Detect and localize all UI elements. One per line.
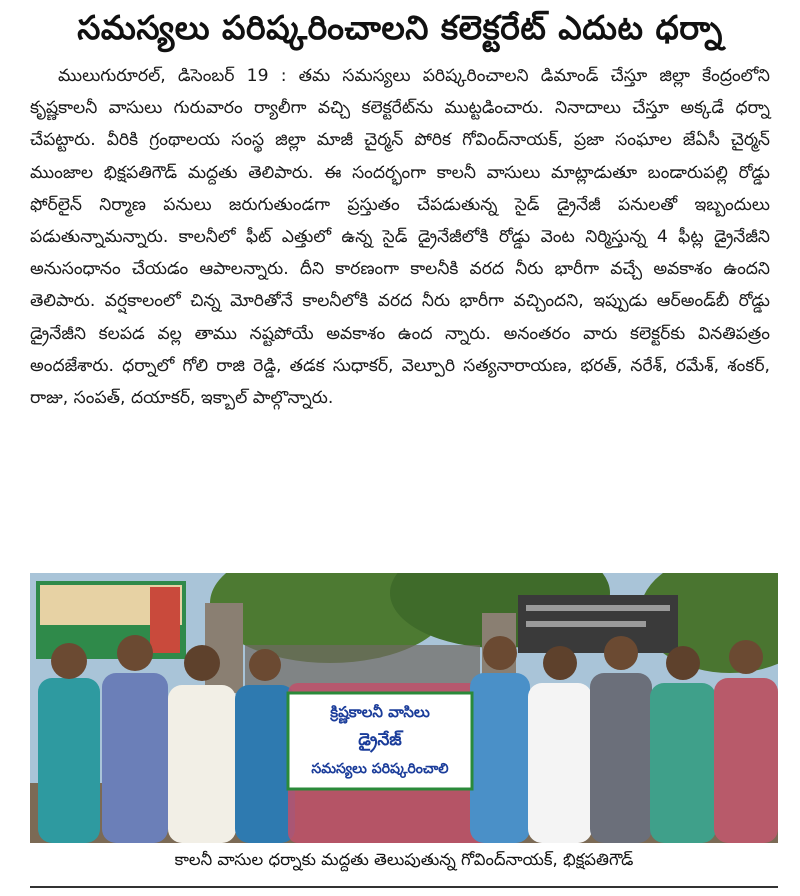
article-body: ములుగురూరల్, డిసెంబర్ 19 : తమ సమస్యలు పరిష్కరించాలని డిమాండ్ చేస్తూ జిల్లా కేంద్రంలోని కృష్ణకాలనీ వాసులు గురువారం ర్యాలీగా వచ్చి కలెక్టరేట్‌ను ముట్టడించారు. నినాదాలు చేస్తూ అక్కడే ధర్నా చేపట్టారు. వీరికి గ్రంథాలయ సంస్థ జిల్లా మాజీ చైర్మన్ పోరిక గోవింద్‌నాయక్, ప్రజా సంఘాల జేఏసీ చైర్మన్ ముంజాల భిక్షపతిగౌడ్ మద్దతు తెలిపారు. ఈ సందర్భంగా కాలనీ వాసులు మాట్లాడుతూ బండారుపల్లి రోడ్డు ఫోర్‌లైన్ నిర్మాణ పనులు జరుగుతుండగా ప్రస్తుతం చేపడుతున్న సైడ్ డ్రైనేజీ పనులతో ఇబ్బందులు పడుతున్నామన్నారు. కాలనీలో ఫీట్ ఎత్తులో ఉన్న సైడ్ డ్రైనేజీలోకి రోడ్డు వెంట నిర్మిస్తున్న 4 ఫీట్ల డ్రైనేజీని అనుసంధానం చేయడం ఆపాలన్నారు. దీని కారణంగా కాలనీకి వరద నీరు భారీగా వచ్చే అవకాశం ఉందని తెలిపారు. వర్షకాలంలో చిన్న మోరితోనే కాలనీలోకి వరద నీరు భారీగా వచ్చిందని, ఇప్పుడు ఆర్అండ్‌బీ రోడ్డు డ్రైనేజీని కలపడ వల్ల తాము నష్టపోయే అవకాశం ఉంద న్నారు. అనంతరం వారు కలెక్టర్‌కు వినతిపత్రం అందజేశారు. ధర్నాలో గోలి రాజి రెడ్డి, తడక సుధాకర్, వెల్పూరి సత్యనారాయణ, భరత్, నరేశ్, రమేశ్, శంకర్, రాజు, సంపత్, దయాకర్, ఇక్బాల్ పాల్గొన్నారు. xyxy=(30,66,770,409)
photo-caption: కాలనీ వాసుల ధర్నాకు మద్దతు తెలుపుతున్న గోవింద్‌నాయక్, భిక్షపతిగౌడ్ xyxy=(174,850,634,869)
headline: సమస్యలు పరిష్కరించాలని కలెక్టరేట్ ఎదుట ధర్నా xyxy=(77,8,723,47)
bottom-rule xyxy=(30,886,778,888)
banner-line-2: డ్రైనేజ్ xyxy=(358,730,402,750)
banner-line-3: సమస్యలు పరిష్కరించాలి xyxy=(311,761,449,777)
banner-line-1: క్రిష్ణకాలనీ వాసిలు xyxy=(330,703,430,721)
protest-banner xyxy=(288,693,472,789)
protest-photo-illustration xyxy=(30,573,778,843)
news-photo xyxy=(30,573,778,843)
